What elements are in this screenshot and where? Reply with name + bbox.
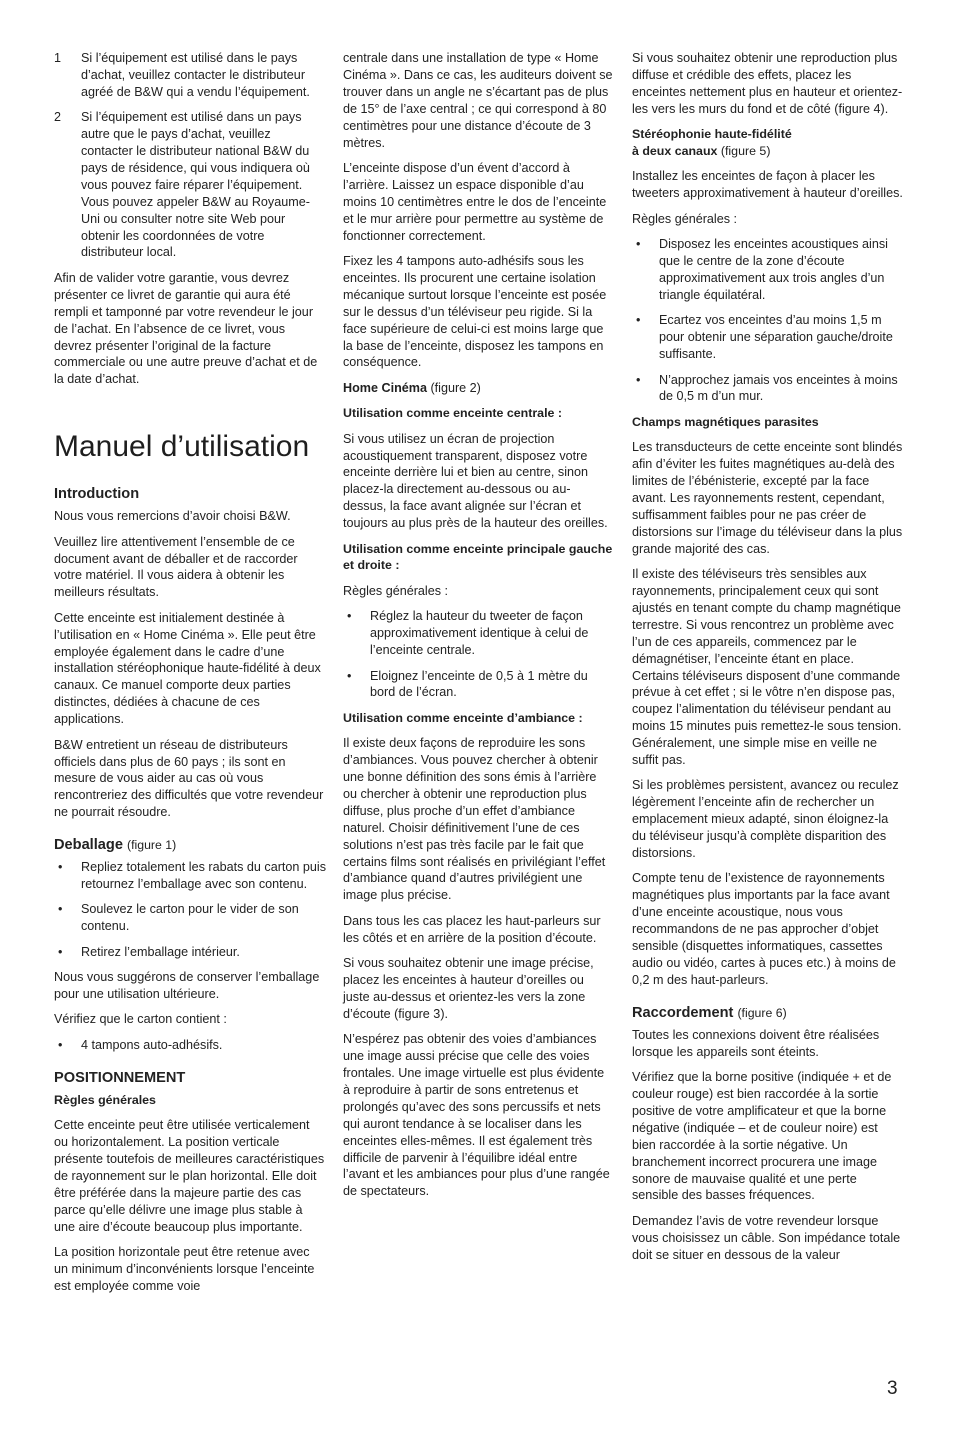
- list-item: • 4 tampons auto-adhésifs.: [58, 1037, 223, 1052]
- deballage-heading: Deballage (figure 1): [54, 837, 177, 854]
- paragraph: Si vous souhaitez obtenir une reproduction plus diffuse et crédible des effets, placez les enceintes nettement plus en hauteur et orientez-les vers les murs du fond et de côté (figure 4).: [632, 51, 903, 116]
- paragraph: Cette enceinte est initialement destinée à l’utilisation en « Home Cinéma ». Elle peut être employée également dans le cadre d’une installation stéréophonique haute-fidélité à deux canaux. Ce manuel comporte deux parties distinctes, dédiées à chacune de ces applications.: [54, 610, 321, 727]
- principale-heading: Utilisation comme enceinte principale gauche et droite :: [343, 541, 613, 573]
- regles-generales-heading: Règles générales: [54, 1092, 156, 1107]
- centrale-heading: Utilisation comme enceinte centrale :: [343, 406, 562, 421]
- column-1: [54, 50, 326, 1303]
- stereo-heading: Stéréophonie haute-fidélité à deux canaux (figure 5): [632, 127, 792, 159]
- paragraph: Règles générales :: [343, 583, 449, 598]
- paragraph: Si les problèmes persistent, avancez ou reculez légèrement l’enceinte afin de rechercher un emplacement mieux adapté, sinon éloignez-la du téléviseur jusqu’à complète disparition des distorsions.: [632, 778, 899, 861]
- column-2: [343, 50, 613, 1209]
- paragraph: Dans tous les cas placez les haut-parleurs sur les côtés et en arrière de la position d’écoute.: [343, 913, 601, 945]
- paragraph: Les transducteurs de cette enceinte sont blindés afin d’éviter les fuites magnétiques au-delà des limites de l’ébénisterie, excepté par la face avant. Les rayonnements restent, cependant, suffisamment faibles pour ne pas créer de distorsions sur l’image du téléviseur dans la plus grande majorité des cas.: [632, 440, 903, 556]
- paragraph: Veuillez lire attentivement l’ensemble de ce document avant de déballer et de raccorder votre matériel. Il vous aidera à obtenir les meilleurs résultats.: [54, 534, 298, 600]
- list-item: • Soulevez le carton pour le vider de son contenu.: [58, 902, 299, 934]
- warranty-paragraph: Afin de valider votre garantie, vous devrez présenter ce livret de garantie qui aura été rempli et tamponné par votre revendeur le jour de l’achat. En l’absence de ce livret, vous devrez présenter l’original de la facture commerciale ou une autre preuve d’achat et de la date d’achat.: [54, 270, 318, 387]
- paragraph: Si vous utilisez un écran de projection acoustiquement transparent, disposez votre enceinte derrière lui et bien au centre, sinon placez-la directement au-dessous ou au-dessus, la face avant alignée sur l’écran et toujours au plus près de la hauteur des oreilles.: [343, 431, 608, 531]
- figure-ref: (figure 2): [430, 380, 481, 395]
- paragraph: Toutes les connexions doivent être réalisées lorsque les appareils sont éteints.: [632, 1027, 880, 1059]
- list-item: • Eloignez l’enceinte de 0,5 à 1 mètre du bord de l’écran.: [347, 668, 588, 700]
- paragraph: La position horizontale peut être retenue avec un minimum d’inconvénients lorsque l’enceinte est employée comme voie: [54, 1245, 315, 1293]
- manual-title: Manuel d’utilisation: [54, 430, 310, 464]
- figure-ref: (figure 5): [720, 144, 771, 159]
- home-cinema-label: Home Cinéma (figure 2): [343, 380, 481, 395]
- list-item: • Disposez les enceintes acoustiques ainsi que le centre de la zone d’écoute approximativement aux trois angles d’un triangle équilatéral.: [636, 237, 888, 302]
- paragraph: Fixez les 4 tampons auto-adhésifs sous les enceintes. Ils procurent une certaine isolation mécanique surtout lorsque l’enceinte est posée sur le dessus d’un téléviseur peu rigide. Si la face supérieure de celui-ci est moins large que la base de l’enceinte, disposez les tampons en conséquence.: [343, 253, 607, 370]
- paragraph: Vérifiez que la borne positive (indiquée + et de couleur rouge) est bien raccordée à la sortie positive de votre amplificateur et que la borne négative (indiquée – et de couleur noire) est bien raccordée à la sortie négative. Un branchement incorrect procurera une image sonore de mauvaise qualité et une perte sensible des basses fréquences.: [632, 1070, 892, 1203]
- numbered-item: 1 Si l’équipement est utilisé dans le pays d’achat, veuillez contacter le distributeur agréé de B&W qui a vendu l’équipement.: [54, 51, 310, 99]
- paragraph: Règles générales :: [632, 211, 738, 226]
- contents-list: [54, 1037, 326, 1054]
- ambiance-heading: Utilisation comme enceinte d’ambiance :: [343, 710, 583, 725]
- paragraph: Il existe des téléviseurs très sensibles aux rayonnements, principalement ceux qui sont ajustés en tenant compte du champ magnétique terrestre. Si vous rencontrez un problème avec l’un de ces appareils, commencez par le démagnétiser, l’enceinte étant en place. Certains téléviseurs disposent d’une commande prévue à cet effet ; si le vôtre n’en dispose pas, coupez l’alimentation du téléviseur pendant au moins 15 minutes puis remettez-le sous tension. Généralement, une simple mise en veille ne suffit pas.: [632, 567, 902, 768]
- positionnement-heading: POSITIONNEMENT: [54, 1069, 186, 1086]
- paragraph: L’enceinte dispose d’un évent d’accord à l’arrière. Laissez un espace disponible d’au moins 10 centimètres entre le dos de l’enceinte et le mur arrière pour permettre au système de fonctionner correctement.: [343, 160, 607, 243]
- principale-list: [343, 608, 613, 701]
- paragraph: Installez les enceintes de façon à placer les tweeters approximativement à hauteur d’oreilles.: [632, 169, 903, 201]
- paragraph: Demandez l’avis de votre revendeur lorsque vous choisissez un câble. Son impédance totale doit se situer en dessous de la valeur: [632, 1213, 901, 1262]
- champs-heading: Champs magnétiques parasites: [632, 414, 819, 429]
- numbered-item: 2 Si l’équipement est utilisé dans un pays autre que le pays d’achat, veuillez contacter le distributeur national B&W du pays de résidence, qui vous indiquera où vous pouvez faire réparer l’équipement. Vous pouvez appeler B&W au Royaume-Uni ou consulter notre site Web pour obtenir les coordonnées de votre distributeur local.: [54, 110, 310, 260]
- paragraph: Cette enceinte peut être utilisée verticalement ou horizontalement. La position verticale présente toutefois de meilleures caractéristiques de rayonnement sur le plan horizontal. Elle doit être préférée dans la majeure partie des cas parce qu’elle délivre une image plus stable à une aire d’écoute beaucoup plus importante.: [54, 1118, 325, 1234]
- list-item: • Retirez l’emballage intérieur.: [58, 944, 240, 959]
- paragraph: Compte tenu de l’existence de rayonnements magnétiques plus importants par la face avant d’une enceinte acoustique, nous vous recommandons de ne pas approcher d’objet sensible (disquettes informatiques, cassettes audio ou vidéo, cartes à puces etc.) à moins de 0,2 m des haut-parleurs.: [632, 871, 896, 987]
- page-number: 3: [887, 1378, 898, 1399]
- figure-ref: (figure 1): [127, 838, 177, 853]
- paragraph: Nous vous suggérons de conserver l’emballage pour une utilisation ultérieure.: [54, 970, 320, 1002]
- raccordement-heading: Raccordement (figure 6): [632, 1004, 787, 1021]
- paragraph: B&W entretient un réseau de distributeurs officiels dans plus de 60 pays ; ils sont en mesure de vous aider au cas où vous rencontreriez des difficultés que votre revendeur ne pourrait résoudre.: [54, 737, 324, 820]
- deballage-list: [54, 859, 326, 961]
- paragraph: centrale dans une installation de type « Home Cinéma ». Dans ce cas, les auditeurs doivent se trouver dans un angle ne s’écartant pas de plus de 15° de l’axe central ; ce qui correspond à 80 centimètres pour une distance d’écoute de 3 mètres.: [343, 51, 613, 150]
- list-item: • Ecartez vos enceintes d’au moins 1,5 m pour obtenir une séparation gauche/droite suffisante.: [636, 313, 893, 362]
- figure-ref: (figure 6): [737, 1005, 787, 1020]
- list-item: • Réglez la hauteur du tweeter de façon approximativement identique à celui de l’enceinte centrale.: [347, 609, 589, 658]
- paragraph: Nous vous remercions d’avoir choisi B&W.: [54, 509, 291, 524]
- list-item: • N’approchez jamais vos enceintes à moins de 0,5 m d’un mur.: [636, 372, 898, 404]
- list-item: • Repliez totalement les rabats du carton puis retournez l’emballage avec son contenu.: [58, 860, 327, 892]
- stereo-list: [632, 236, 904, 405]
- paragraph: Si vous souhaitez obtenir une image précise, placez les enceintes à hauteur d’oreilles ou juste au-dessus et orientez-les vers la zone d’écoute (figure 3).: [343, 956, 594, 1021]
- column-3: [632, 50, 904, 1272]
- introduction-heading: Introduction: [54, 486, 140, 503]
- paragraph: Il existe deux façons de reproduire les sons d’ambiances. Vous pouvez chercher à obtenir une bonne définition des sons émis à l’arrière ou chercher à obtenir une reproduction plus diffuse, plus proche d’un effet d’ambiance naturel. Choisir définitivement l’une de ces solutions n’est pas très facile par le fait que certains films sont réalisés en privilégiant l’effet d’ambiance quand d’autres privilégient une image plus précise.: [343, 736, 606, 903]
- paragraph: N’espérez pas obtenir des voies d’ambiances une image aussi précise que celle des voies frontales. Une image virtuelle est plus évidente à reproduire à partir de sons entretenus et prolongés qu’avec des sons percussifs et nets qui auront tendance à se localiser dans les enceintes elles-mêmes. Il est également très difficile de parvenir à l’équilibre idéal entre l’avant et les ambiances pour plus d’une rangée de spectateurs.: [343, 1032, 610, 1199]
- paragraph: Vérifiez que le carton contient :: [54, 1012, 227, 1027]
